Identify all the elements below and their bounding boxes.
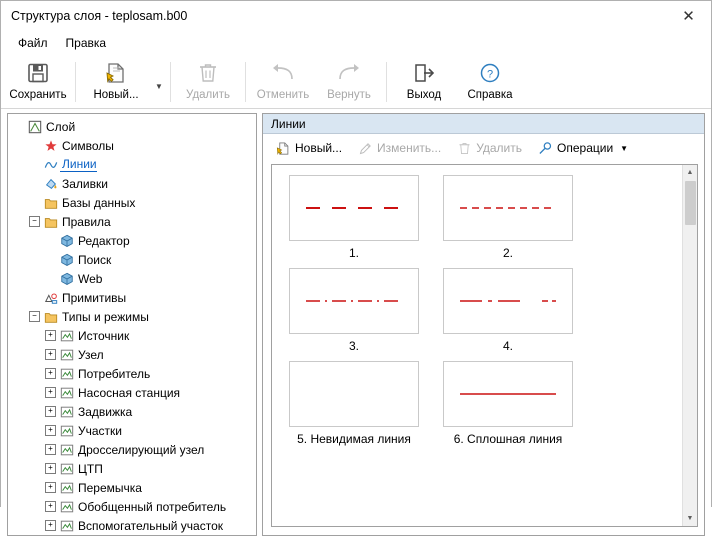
chevron-down-icon[interactable]: ▼ xyxy=(155,81,163,91)
tree-item-label: Вспомогательный участок xyxy=(78,518,224,533)
tree-item-3[interactable] xyxy=(11,174,256,193)
tree-item-label: ЦТП xyxy=(78,461,103,476)
tree-item-1[interactable] xyxy=(11,136,256,155)
tree-item-9[interactable] xyxy=(11,288,256,307)
line-style-cell[interactable] xyxy=(442,268,574,353)
expand-plus-icon[interactable]: + xyxy=(43,482,58,493)
undo-icon xyxy=(270,60,296,86)
tree-item-19[interactable] xyxy=(11,478,256,497)
chevron-up-icon[interactable]: ▲ xyxy=(686,169,694,176)
expand-plus-icon[interactable]: + xyxy=(43,444,58,455)
lines-new-button[interactable] xyxy=(269,137,349,159)
collapse-minus-icon[interactable]: − xyxy=(27,216,42,227)
save-label: Сохранить xyxy=(9,89,67,101)
delete-label: Удалить xyxy=(186,89,230,101)
new-button[interactable] xyxy=(80,56,152,108)
operations-icon xyxy=(538,141,553,156)
menu-bar xyxy=(1,32,711,54)
lines-edit-button xyxy=(351,137,448,159)
toolbar-separator xyxy=(386,62,387,102)
redo-button xyxy=(316,56,382,108)
tree-item-label: Источник xyxy=(78,328,130,343)
tree-item-8[interactable] xyxy=(11,269,256,288)
line-style-preview[interactable] xyxy=(443,361,573,427)
menu-item-file[interactable]: Файл xyxy=(18,36,48,50)
expand-plus-icon[interactable]: + xyxy=(43,501,58,512)
line-icon xyxy=(42,158,60,172)
tree-item-15[interactable] xyxy=(11,402,256,421)
redo-label: Вернуть xyxy=(327,89,371,101)
cube-icon xyxy=(58,234,76,248)
content-area xyxy=(1,109,711,544)
tree-item-label: Участки xyxy=(78,423,122,438)
tree-item-label: Насосная станция xyxy=(78,385,181,400)
line-styles-area xyxy=(271,164,698,527)
type-icon xyxy=(58,443,76,457)
tree-item-14[interactable] xyxy=(11,383,256,402)
help-icon xyxy=(478,60,502,86)
line-style-cell[interactable] xyxy=(442,361,574,446)
svg-text:?: ? xyxy=(486,68,494,81)
type-icon xyxy=(58,386,76,400)
line-style-caption: 3. xyxy=(348,339,359,353)
new-label: Новый... xyxy=(93,89,139,101)
lines-edit-label: Изменить... xyxy=(377,141,442,155)
tree-item-0[interactable] xyxy=(11,117,256,136)
tree-item-7[interactable] xyxy=(11,250,256,269)
line-style-preview[interactable] xyxy=(443,268,573,334)
tree-item-label: Базы данных xyxy=(62,195,136,210)
lines-new-label: Новый... xyxy=(295,141,343,155)
close-icon[interactable]: ✕ xyxy=(682,8,695,25)
redo-icon xyxy=(336,60,362,86)
tree-item-label: Линии xyxy=(62,157,97,171)
star-icon xyxy=(42,139,60,153)
delete-button xyxy=(175,56,241,108)
line-style-caption: 4. xyxy=(502,339,513,353)
undo-label: Отменить xyxy=(256,89,310,101)
lines-delete-label: Удалить xyxy=(476,141,523,155)
tree-item-label: Символы xyxy=(62,138,114,153)
layer-structure-tree xyxy=(8,114,256,535)
type-icon xyxy=(58,405,76,419)
tree-item-10[interactable] xyxy=(11,307,256,326)
tree-item-2[interactable] xyxy=(11,155,256,174)
tree-item-12[interactable] xyxy=(11,345,256,364)
window-title: Структура слоя - teplosam.b00 xyxy=(11,9,188,23)
tree-item-label: Слой xyxy=(46,119,76,134)
line-style-caption: 2. xyxy=(502,246,513,260)
line-style-cell[interactable] xyxy=(288,361,420,446)
new-item-icon xyxy=(276,141,291,156)
save-icon xyxy=(26,60,50,86)
expand-plus-icon[interactable]: + xyxy=(43,387,58,398)
scrollbar-thumb[interactable] xyxy=(685,181,696,225)
folder-icon xyxy=(42,196,60,210)
collapse-minus-icon[interactable]: − xyxy=(27,311,42,322)
help-button[interactable] xyxy=(457,56,523,108)
edit-icon xyxy=(358,141,373,156)
line-styles-scrollbar[interactable] xyxy=(682,165,697,526)
new-item-icon xyxy=(104,60,128,86)
tree-item-label: Правила xyxy=(62,214,111,229)
line-style-caption: 5. Невидимая линия xyxy=(297,432,411,446)
tree-item-label: Заливки xyxy=(62,176,108,191)
expand-plus-icon[interactable]: + xyxy=(43,463,58,474)
expand-plus-icon[interactable]: + xyxy=(43,520,58,531)
menu-item-edit[interactable]: Правка xyxy=(65,36,107,50)
lines-operations-label: Операции xyxy=(557,141,614,155)
tree-item-label: Редактор xyxy=(78,233,130,248)
primitives-icon xyxy=(42,291,60,305)
main-toolbar xyxy=(1,54,711,109)
tree-item-label: Потребитель xyxy=(78,366,151,381)
tree-item-label: Примитивы xyxy=(62,290,127,305)
type-icon xyxy=(58,519,76,533)
tree-item-label: Дросселирующий узел xyxy=(78,442,205,457)
tree-item-label: Web xyxy=(78,271,103,286)
title-bar xyxy=(1,1,711,32)
toolbar-separator xyxy=(170,62,171,102)
lines-toolbar xyxy=(263,134,704,162)
tree-item-label: Перемычка xyxy=(78,480,142,495)
folder-icon xyxy=(42,215,60,229)
type-icon xyxy=(58,481,76,495)
line-styles-grid xyxy=(272,165,682,526)
exit-label: Выход xyxy=(406,89,442,101)
tree-item-label: Обобщенный потребитель xyxy=(78,499,227,514)
tree-item-17[interactable] xyxy=(11,440,256,459)
expand-plus-icon[interactable]: + xyxy=(43,368,58,379)
layer-icon xyxy=(26,120,44,134)
exit-icon xyxy=(412,60,436,86)
trash-icon xyxy=(457,141,472,156)
folder-icon xyxy=(42,310,60,324)
tree-item-13[interactable] xyxy=(11,364,256,383)
line-style-cell[interactable] xyxy=(288,268,420,353)
tree-item-21[interactable] xyxy=(11,516,256,535)
expand-plus-icon[interactable]: + xyxy=(43,349,58,360)
tree-item-label: Узел xyxy=(78,347,104,362)
cube-icon xyxy=(58,272,76,286)
expand-plus-icon[interactable]: + xyxy=(43,406,58,417)
toolbar-separator xyxy=(245,62,246,102)
tree-item-label: Поиск xyxy=(78,252,112,267)
line-style-preview[interactable] xyxy=(289,361,419,427)
type-icon xyxy=(58,462,76,476)
exit-button[interactable] xyxy=(391,56,457,108)
type-icon xyxy=(58,329,76,343)
expand-plus-icon[interactable]: + xyxy=(43,425,58,436)
tree-item-5[interactable] xyxy=(11,212,256,231)
line-style-preview[interactable] xyxy=(289,175,419,241)
type-icon xyxy=(58,348,76,362)
layer-structure-tree-panel[interactable] xyxy=(7,113,257,536)
tree-item-18[interactable] xyxy=(11,459,256,478)
type-icon xyxy=(58,367,76,381)
tree-item-4[interactable] xyxy=(11,193,256,212)
help-label: Справка xyxy=(467,89,513,101)
toolbar-separator xyxy=(75,62,76,102)
tree-item-16[interactable] xyxy=(11,421,256,440)
line-style-caption: 6. Сплошная линия xyxy=(453,432,563,446)
line-style-cell[interactable] xyxy=(442,175,574,260)
line-style-caption: 1. xyxy=(348,246,359,260)
tree-item-6[interactable] xyxy=(11,231,256,250)
chevron-down-icon[interactable]: ▼ xyxy=(620,143,629,153)
lines-delete-button xyxy=(450,137,529,159)
line-style-preview[interactable] xyxy=(289,268,419,334)
type-icon xyxy=(58,424,76,438)
expand-plus-icon[interactable]: + xyxy=(43,330,58,341)
lines-panel xyxy=(262,113,705,536)
undo-button xyxy=(250,56,316,108)
line-style-preview[interactable] xyxy=(443,175,573,241)
save-button[interactable] xyxy=(5,56,71,108)
tree-item-label: Задвижка xyxy=(78,404,133,419)
line-style-cell[interactable] xyxy=(288,175,420,260)
cube-icon xyxy=(58,253,76,267)
trash-icon xyxy=(196,60,220,86)
tree-item-11[interactable] xyxy=(11,326,256,345)
tree-item-label: Типы и режимы xyxy=(62,309,149,324)
lines-panel-header: Линии xyxy=(263,114,704,134)
fill-icon xyxy=(42,177,60,191)
lines-operations-button[interactable] xyxy=(531,137,635,159)
chevron-down-icon[interactable]: ▼ xyxy=(686,515,694,522)
